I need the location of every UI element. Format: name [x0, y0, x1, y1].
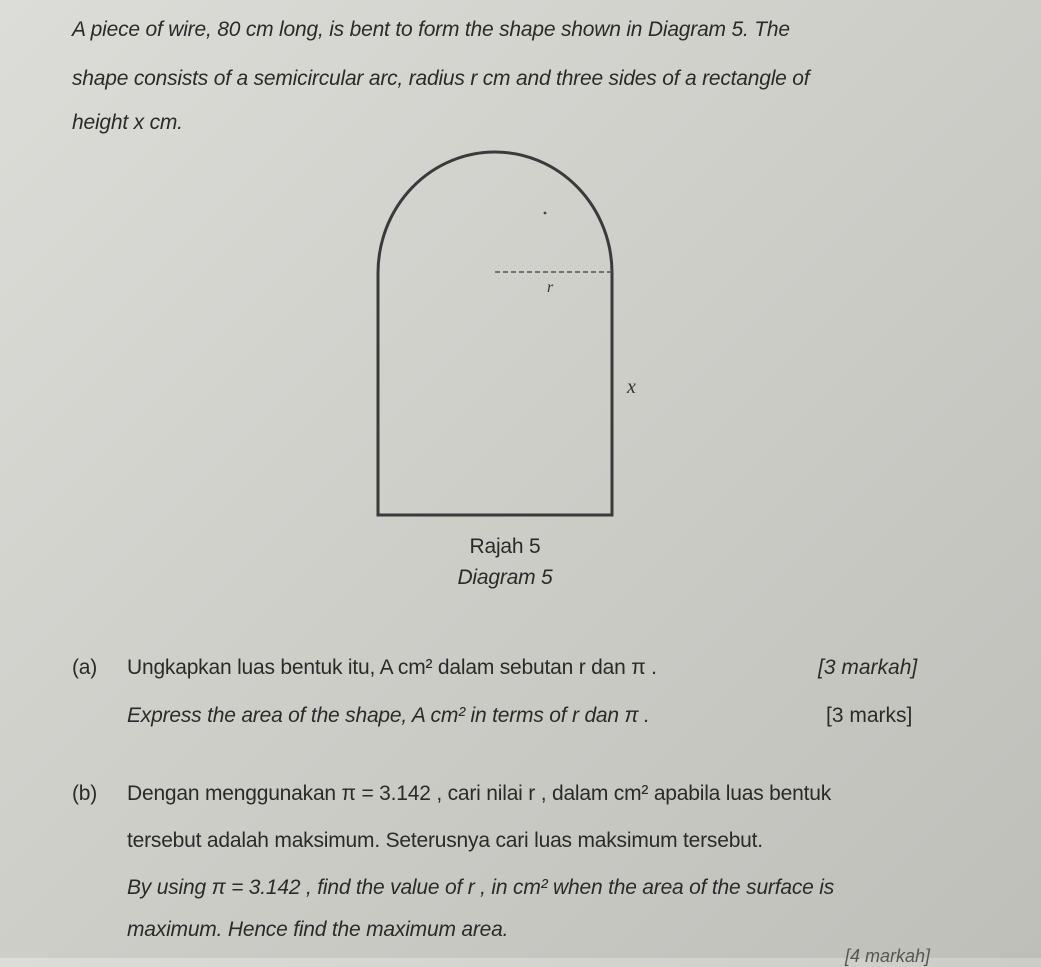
part-b-ms-line-2: tersebut adalah maksimum. Seterusnya cari luas maksimum tersebut.	[127, 829, 763, 852]
part-b-label: (b)	[72, 782, 98, 805]
wire-shape	[378, 152, 612, 515]
label-r: r	[547, 279, 554, 296]
centre-dot	[544, 212, 547, 215]
part-b-en-line-1: By using π = 3.142 , find the value of r , in cm² when the area of the surface is	[127, 876, 835, 899]
part-b-marks: [4 markah]	[845, 946, 931, 966]
part-a-en-marks: [3 marks]	[826, 704, 913, 727]
part-a-ms-marks: [3 markah]	[818, 656, 918, 679]
intro-line-1: A piece of wire, 80 cm long, is bent to form the shape shown in Diagram 5. The	[72, 18, 790, 41]
part-a-label: (a)	[72, 656, 98, 679]
intro-line-2: shape consists of a semicircular arc, radius r cm and three sides of a rectangle of	[72, 67, 810, 90]
part-b-en-line-2: maximum. Hence find the maximum area.	[127, 918, 509, 941]
intro-line-3: height x cm.	[72, 111, 183, 134]
part-b-ms-line-1: Dengan menggunakan π = 3.142 , cari nilai r , dalam cm² apabila luas bentuk	[127, 782, 831, 805]
caption-diagram: Diagram 5	[457, 566, 553, 589]
part-a-ms-text: Ungkapkan luas bentuk itu, A cm² dalam sebutan r dan π .	[127, 656, 657, 679]
label-x: x	[627, 376, 636, 398]
part-a-en-text: Express the area of the shape, A cm² in terms of r dan π .	[127, 704, 650, 727]
caption-rajah: Rajah 5	[469, 535, 541, 558]
